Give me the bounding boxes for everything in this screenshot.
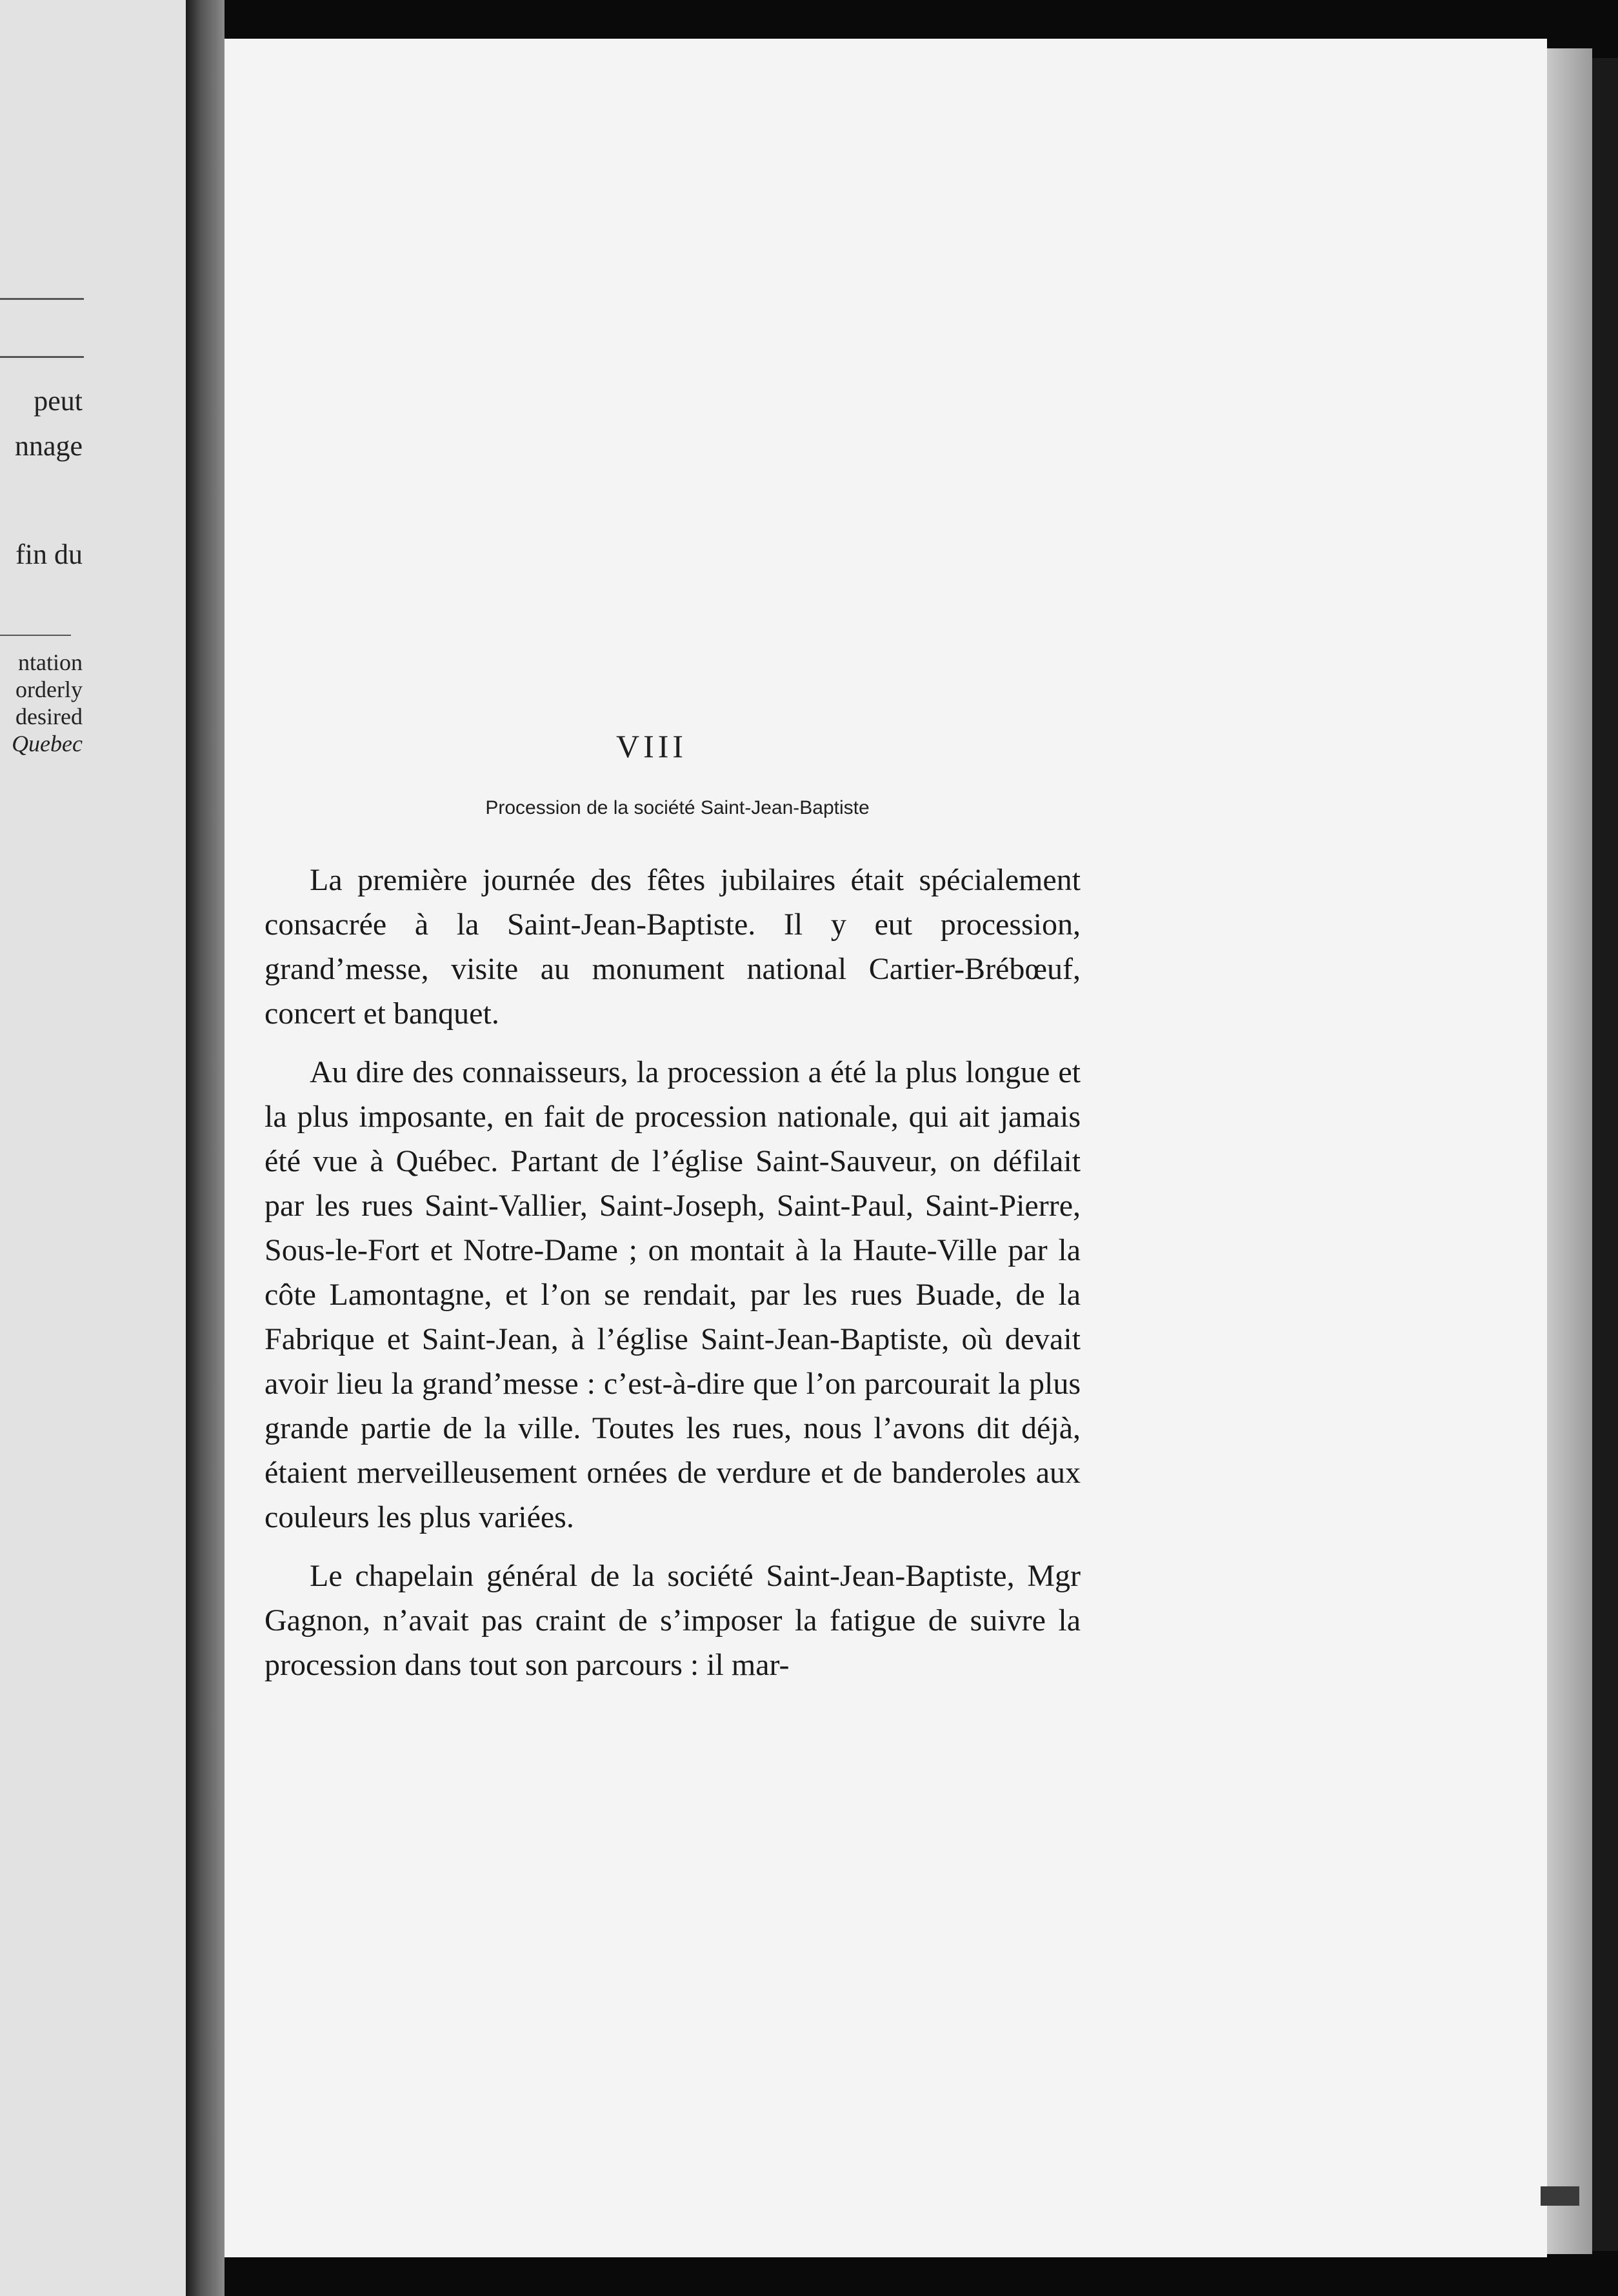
paragraph: Au dire des connaisseurs, la procession a été la plus longue et la plus imposante, en fait de procession nationale, qui ait jamais été vue à Québec. Partant de l’église Saint-Sauveur, on défilait par les rues Saint-Vallier, Saint-Joseph, Saint-Paul, Saint-Pierre, Sous-le-Fort et Notre-Dame ; on montait à la Haute-Ville par la côte Lamontagne, et l’on se rendait, par les rues Buade, de la Fabrique et Saint-Jean, à l’église Saint-Jean-Baptiste, où devait avoir lieu la grand’messe : c’est-à-dire que l’on parcourait la plus grande partie de la ville. Toutes les rues, nous l’avons dit déjà, étaient merveilleusement ornées de verdure et de banderoles aux couleurs les plus variées. <box>265 1055 1081 1534</box>
body-text <box>265 858 1081 1701</box>
chapter-number: VIII <box>615 728 688 764</box>
book-gutter <box>186 0 225 2296</box>
facing-page-footnote: Quebec <box>12 731 83 757</box>
chapter-title: Procession de la société Saint-Jean-Baptiste <box>485 797 870 818</box>
facing-page-rule <box>0 356 84 358</box>
facing-page-text: nnage <box>14 430 83 462</box>
facing-page-text: peut <box>34 385 83 417</box>
facing-page-rule <box>0 298 84 300</box>
page-edge <box>1547 48 1592 2254</box>
facing-page-footnote: ntation <box>18 649 83 675</box>
facing-page <box>0 0 186 2296</box>
paragraph: Le chapelain général de la société Saint-Jean-Baptiste, Mgr Gagnon, n’avait pas craint de s’imposer la fatigue de suivre la procession dans tout son parcours : il mar- <box>265 1559 1081 1682</box>
facing-page-footnote: orderly <box>15 677 83 702</box>
facing-page-footnote: desired <box>15 704 83 729</box>
page-edge-shadow <box>1592 58 1618 2251</box>
page-corner-mark <box>1541 2186 1579 2206</box>
paragraph: La première journée des fêtes jubilaires était spécialement consacrée à la Saint-Jean-Baptiste. Il y eut procession, grand’messe, visite au monument national Cartier-Brébœuf, concert et banquet. <box>265 863 1081 1031</box>
footnote-rule <box>0 635 71 636</box>
facing-page-text: fin du <box>15 539 83 570</box>
